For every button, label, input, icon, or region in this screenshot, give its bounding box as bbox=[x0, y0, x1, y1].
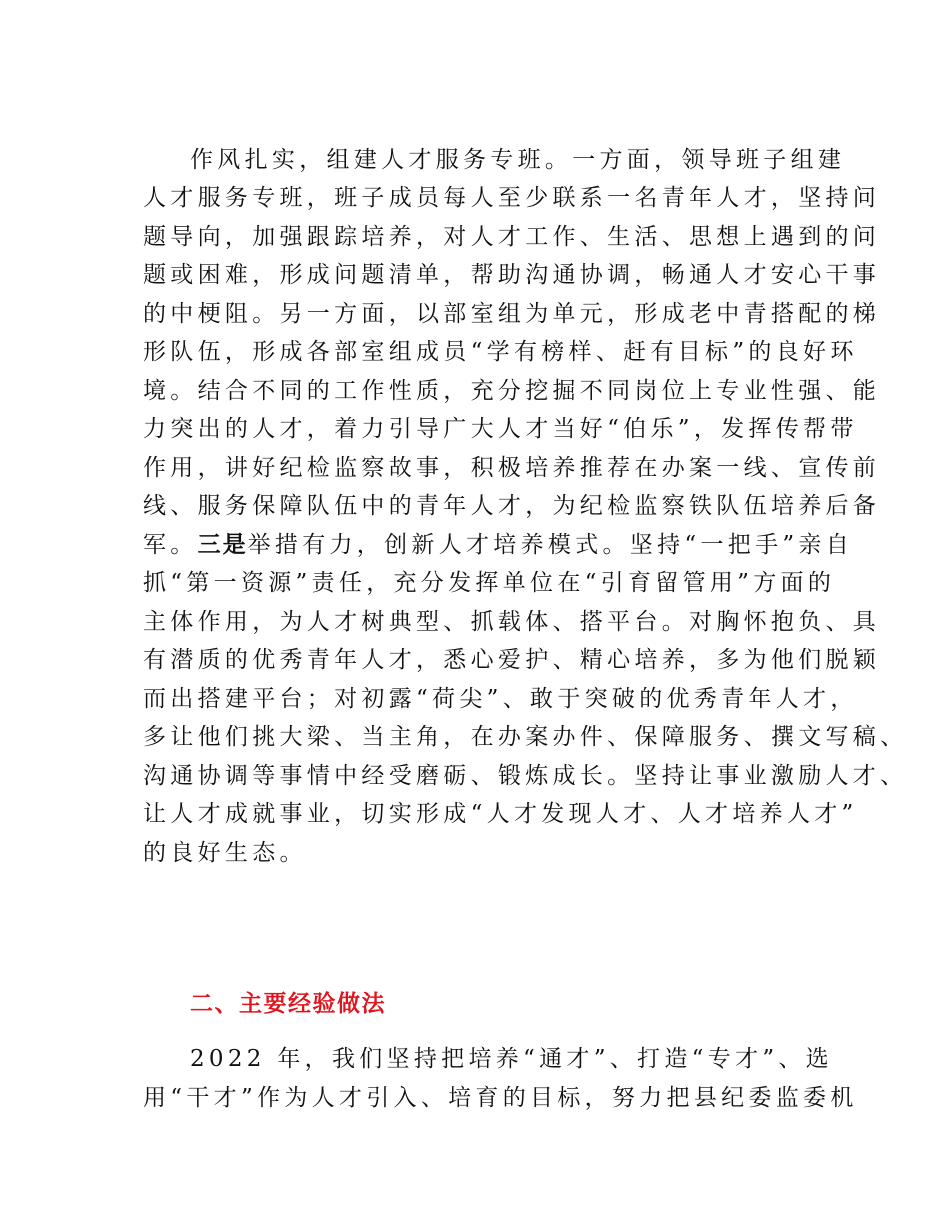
body-line: 2022 年，我们坚持把培养“通才”、打造“专才”、选 bbox=[190, 1046, 833, 1072]
body-line: 让人才成就事业，切实形成“人才发现人才、人才培养人才” bbox=[143, 801, 858, 827]
line-prefix: 军。 bbox=[143, 532, 198, 558]
body-line: 的中梗阻。另一方面，以部室组为单元，形成老中青搭配的梯 bbox=[143, 301, 881, 327]
body-line: 境。结合不同的工作性质，充分挖掘不同岗位上专业性强、能 bbox=[143, 378, 881, 404]
body-line: 的良好生态。 bbox=[143, 840, 307, 866]
bold-marker: 三是 bbox=[197, 532, 248, 558]
body-line: 抓“第一资源”责任，充分发挥单位在“引育留管用”方面的 bbox=[143, 570, 836, 596]
body-line: 线、服务保障队伍中的青年人才，为纪检监察铁队伍培养后备 bbox=[143, 493, 881, 519]
section-heading: 二、主要经验做法 bbox=[190, 991, 386, 1017]
body-line: 题或困难，形成问题清单，帮助沟通协调，畅通人才安心干事 bbox=[143, 262, 881, 288]
body-line bbox=[143, 526, 854, 564]
line-suffix: 举措有力，创新人才培养模式。坚持“一把手”亲自 bbox=[247, 532, 854, 558]
body-line: 有潜质的优秀青年人才，悉心爱护、精心培养，多为他们脱颖 bbox=[143, 647, 881, 673]
body-line: 多让他们挑大梁、当主角，在办案办件、保障服务、撰文写稿、 bbox=[143, 724, 908, 750]
body-line: 而出搭建平台；对初露“荷尖”、敢于突破的优秀青年人才， bbox=[143, 686, 858, 712]
body-line: 形队伍，形成各部室组成员“学有榜样、赶有目标”的良好环 bbox=[143, 339, 858, 365]
body-line: 作用，讲好纪检监察故事，积极培养推荐在办案一线、宣传前 bbox=[143, 455, 881, 481]
body-line: 人才服务专班，班子成员每人至少联系一名青年人才，坚持问 bbox=[143, 185, 881, 211]
body-line: 力突出的人才，着力引导广大人才当好“伯乐”，发挥传帮带 bbox=[143, 416, 858, 442]
body-line: 题导向，加强跟踪培养，对人才工作、生活、思想上遇到的问 bbox=[143, 224, 881, 250]
body-line: 主体作用，为人才树典型、抓载体、搭平台。对胸怀抱负、具 bbox=[143, 609, 881, 635]
body-line: 作风扎实，组建人才服务专班。一方面，领导班子组建 bbox=[190, 147, 846, 173]
body-line: 用“干才”作为人才引入、培育的目标，努力把县纪委监委机 bbox=[143, 1085, 858, 1111]
body-line: 沟通协调等事情中经受磨砺、锻炼成长。坚持让事业激励人才、 bbox=[143, 763, 908, 789]
